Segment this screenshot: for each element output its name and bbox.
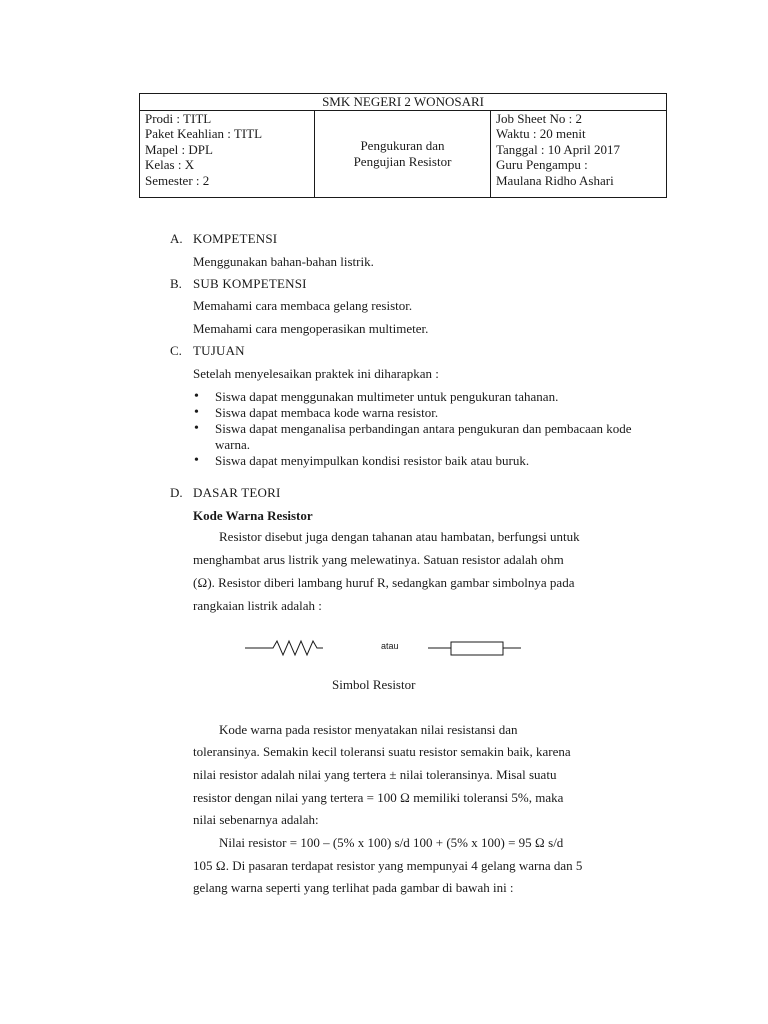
- section-c-letter: C.: [170, 343, 182, 358]
- symbol-caption: Simbol Resistor: [332, 677, 416, 692]
- mapel-line: Mapel : DPL: [145, 141, 213, 157]
- theory-para-2-line: nilai resistor adalah nilai yang tertera ± nilai toleransinya. Misal suatu: [193, 767, 557, 782]
- jobsheet-meta-cell: [491, 110, 667, 197]
- jobsheet-title-cell: [315, 110, 491, 197]
- section-c-title: TUJUAN: [193, 343, 245, 358]
- jobsheet-title-line-2: Pengujian Resistor: [353, 153, 452, 169]
- section-d-letter: D.: [170, 485, 183, 500]
- section-c-intro: Setelah menyelesaikan praktek ini diharapkan :: [193, 366, 439, 381]
- goal-item: • Siswa dapat menganalisa perbandingan antara pengukuran dan pembacaan kode warna.: [215, 421, 655, 453]
- theory-para-1-line: (Ω). Resistor diberi lambang huruf R, sedangkan gambar simbolnya pada: [193, 575, 575, 590]
- theory-para-2-line: 105 Ω. Di pasaran terdapat resistor yang mempunyai 4 gelang warna dan 5: [193, 858, 583, 873]
- section-b-letter: B.: [170, 276, 182, 291]
- goal-list: [193, 389, 655, 469]
- header-table: [139, 93, 667, 198]
- theory-para-2-line: nilai sebenarnya adalah:: [193, 812, 319, 827]
- paket-keahlian-line: Paket Keahlian : TITL: [145, 126, 263, 141]
- tanggal-line: Tanggal : 10 April 2017: [496, 141, 621, 157]
- section-d-title: DASAR TEORI: [193, 485, 281, 500]
- semester-line: Semester : 2: [145, 172, 210, 188]
- theory-para-2-line: toleransinya. Semakin kecil toleransi suatu resistor semakin baik, karena: [193, 744, 571, 759]
- job-sheet-no-line: Job Sheet No : 2: [496, 110, 582, 126]
- section-a-text: Menggunakan bahan-bahan listrik.: [193, 254, 374, 269]
- theory-para-1-line: menghambat arus listrik yang melewatinya. Satuan resistor adalah ohm: [193, 552, 564, 567]
- school-name: SMK NEGERI 2 WONOSARI: [140, 94, 667, 111]
- goal-item: • Siswa dapat menyimpulkan kondisi resistor baik atau buruk.: [215, 453, 655, 469]
- resistor-zigzag-symbol: [245, 641, 323, 655]
- section-b-title: SUB KOMPETENSI: [193, 276, 307, 291]
- jobsheet-title-line-1: Pengukuran dan: [360, 138, 445, 153]
- theory-para-2-line: Nilai resistor = 100 – (5% x 100) s/d 100 + (5% x 100) = 95 Ω s/d: [193, 835, 564, 850]
- theory-para-1-line: Resistor disebut juga dengan tahanan atau hambatan, berfungsi untuk: [193, 529, 580, 544]
- prodi-line: Prodi : TITL: [145, 110, 212, 126]
- section-a-letter: A.: [170, 231, 183, 246]
- theory-para-2-line: gelang warna seperti yang terlihat pada gambar di bawah ini :: [193, 880, 514, 895]
- theory-para-2-line: resistor dengan nilai yang tertera = 100 Ω memiliki toleransi 5%, maka: [193, 790, 564, 805]
- theory-subtitle: Kode Warna Resistor: [193, 508, 313, 523]
- section-b-line-1: Memahami cara membaca gelang resistor.: [193, 298, 413, 313]
- goal-item: • Siswa dapat menggunakan multimeter untuk pengukuran tahanan.: [215, 389, 655, 405]
- guru-pengampu-name: Maulana Ridho Ashari: [496, 172, 614, 188]
- guru-pengampu-label: Guru Pengampu :: [496, 157, 588, 172]
- kelas-line: Kelas : X: [145, 157, 195, 172]
- goal-item: • Siswa dapat membaca kode warna resistor.: [215, 405, 655, 421]
- section-b-line-2: Memahami cara mengoperasikan multimeter.: [193, 321, 429, 336]
- resistor-box-symbol: [428, 642, 521, 655]
- theory-para-2-line: Kode warna pada resistor menyatakan nilai resistansi dan: [193, 722, 518, 737]
- waktu-line: Waktu : 20 menit: [496, 126, 586, 141]
- theory-para-1-line: rangkaian listrik adalah :: [193, 598, 322, 613]
- section-a-title: KOMPETENSI: [193, 231, 278, 246]
- course-info-cell: [140, 110, 315, 197]
- atau-label: atau: [381, 641, 399, 651]
